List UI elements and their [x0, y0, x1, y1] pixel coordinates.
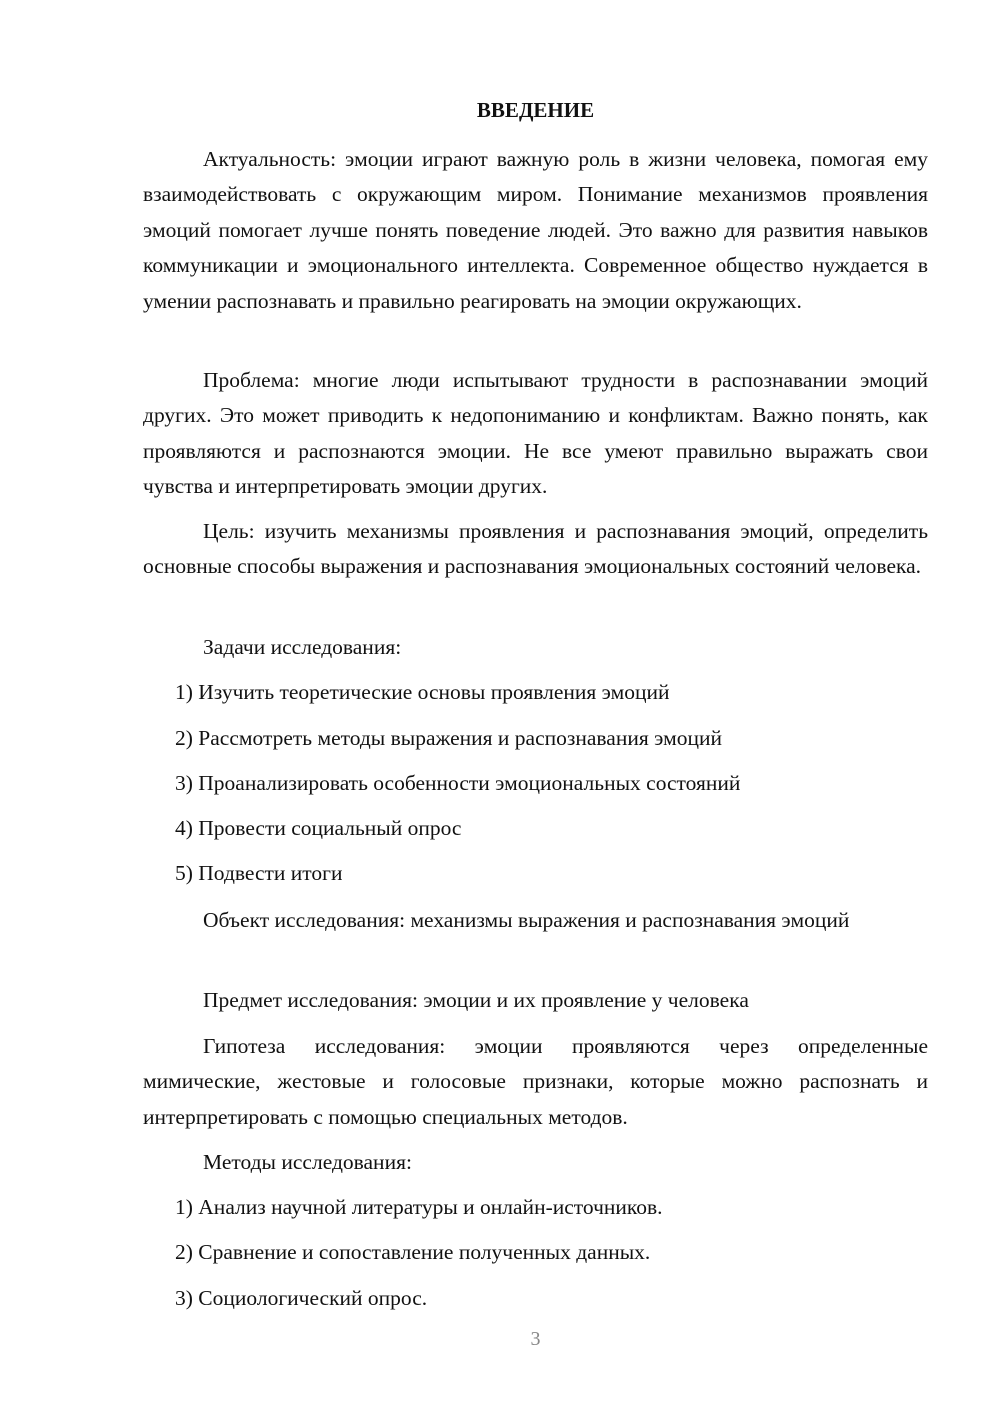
task-item: 2) Рассмотреть методы выражения и распознавания эмоций — [175, 726, 723, 750]
page-number: 3 — [530, 1328, 541, 1350]
method-item: 3) Социологический опрос. — [175, 1286, 428, 1310]
relevance-paragraph: Актуальность: эмоции играют важную роль в жизни человека, помогая ему взаимодействовать с окружающим миром. Понимание механизмов проявления эмоций помогает лучше понять поведение людей. Это важно для развития навыков коммуникации и эмоционального интеллекта. Современное общество нуждается в умении распознавать и правильно реагировать на эмоции окружающих. — [143, 147, 928, 313]
tasks-heading: Задачи исследования: — [203, 635, 402, 659]
hypothesis-paragraph: Гипотеза исследования: эмоции проявляются через определенные мимические, жестовые и голосовые признаки, которые можно распознать и интерпретировать с помощью специальных методов. — [143, 1034, 928, 1129]
goal-paragraph: Цель: изучить механизмы проявления и распознавания эмоций, определить основные способы выражения и распознавания эмоциональных состояний человека. — [143, 519, 928, 579]
section-heading: ВВЕДЕНИЕ — [476, 98, 595, 122]
object-paragraph: Объект исследования: механизмы выражения и распознавания эмоций — [203, 908, 850, 932]
method-item: 2) Сравнение и сопоставление полученных данных. — [175, 1240, 651, 1264]
task-item: 1) Изучить теоретические основы проявления эмоций — [175, 680, 670, 704]
task-item: 3) Проанализировать особенности эмоциональных состояний — [175, 771, 741, 795]
problem-paragraph: Проблема: многие люди испытывают трудности в распознавании эмоций других. Это может приводить к недопониманию и конфликтам. Важно понять, как проявляются и распознаются эмоции. Не все умеют правильно выражать свои чувства и интерпретировать эмоции других. — [143, 368, 928, 499]
subject-paragraph: Предмет исследования: эмоции и их проявление у человека — [203, 988, 749, 1012]
method-item: 1) Анализ научной литературы и онлайн-источников. — [175, 1195, 663, 1219]
methods-heading: Методы исследования: — [203, 1150, 412, 1174]
task-item: 5) Подвести итоги — [175, 861, 343, 885]
task-item: 4) Провести социальный опрос — [175, 816, 462, 840]
